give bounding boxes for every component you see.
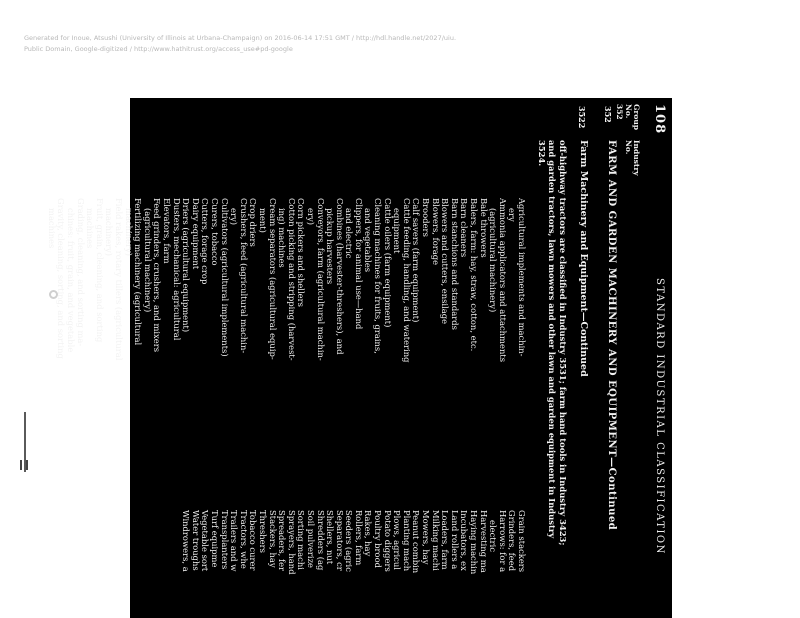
rotated-page-content: [46, 98, 672, 618]
index-entry: Rollers, farm: [353, 510, 364, 566]
index-entry: Barn stanchions and standards: [449, 198, 460, 330]
group-heading-line: 352: [615, 104, 625, 120]
index-entry: Seeders (agric: [344, 510, 355, 572]
index-entry: Field rakes, rotary tillers (agricultural: [114, 198, 125, 361]
index-entry: Milking machi: [430, 510, 441, 571]
index-entry: Peanut combin: [411, 510, 422, 574]
note-line: off-highway tractors are classified in Industry 3531; farm hand tools in Industry 3423;: [558, 140, 568, 546]
index-entry: Plows, agricul: [392, 510, 403, 570]
index-entry: Rakes, hay: [363, 510, 374, 557]
scanned-page: [46, 98, 672, 618]
index-entry: Haying machin: [469, 510, 480, 575]
index-entry: Stackers, hay: [267, 510, 278, 568]
index-entry: Cotton picking and stripping (harvest-: [286, 198, 297, 361]
index-entry: Cattle oilers (farm equipment): [382, 198, 393, 328]
index-entry: Cultivators (agricultural implements): [219, 198, 230, 357]
index-entry: Incubators, ex: [459, 510, 470, 571]
index-entry: Harrows: for a: [497, 510, 508, 573]
index-entry: Agricultural implements and machin-: [517, 198, 527, 357]
index-entry: (agricultural machinery): [488, 208, 499, 313]
note-line: 3524.: [537, 140, 547, 167]
index-entry: ery: [507, 208, 518, 222]
index-entry: Grading, cleaning, and sorting ma-: [75, 198, 86, 347]
index-entry: Blowers, forage: [430, 198, 441, 266]
page-title: STANDARD INDUSTRIAL CLASSIFICATION: [654, 278, 665, 555]
index-entry: Tractors, whe: [238, 510, 249, 569]
note-line: and garden tractors, lawn mowers and other lawn and garden equipment in Industry: [547, 140, 558, 539]
index-entry: Dairy equipment: [190, 198, 201, 270]
entries-left-column: [46, 198, 526, 362]
index-entry: and vegetables: [363, 208, 374, 273]
index-entry: machines: [46, 208, 57, 249]
index-entry: Vegetable sort: [200, 510, 211, 572]
index-entry: Elevators, farm: [162, 198, 173, 264]
index-entry: Mowers, hay: [421, 510, 432, 565]
index-entry: Brooders: [421, 198, 432, 237]
industry-heading-line: No.: [623, 140, 633, 155]
index-entry: Shellers, nut: [325, 510, 336, 565]
group-title: FARM AND GARDEN MACHINERY AND EQUIPMENT—Continued: [606, 140, 617, 531]
index-entry: Tobacco curer: [248, 510, 259, 571]
index-entry: Fertilizing machinery (agricultural: [133, 198, 144, 346]
index-entry: Transplanters: [219, 510, 230, 570]
index-entry: Blowers and cutters, ensilage: [440, 198, 451, 325]
index-entry: Harvesting ma: [478, 510, 489, 573]
hathitrust-generated-line: Generated for Inoue, Atsushi (University of Illinois at Urbana-Champaign) on 2016-06-14 17:51 GMT / http://hdl.handle.net/2027/uiu.: [24, 34, 457, 42]
index-entry: Combines (harvester-threshers), and: [334, 198, 345, 355]
index-entry: Separators, cr: [334, 510, 345, 571]
index-entry: machinery): [123, 208, 134, 257]
group-number: 352: [603, 106, 613, 123]
index-entry: Driers (agricultural equipment): [181, 198, 192, 333]
index-entry: Shredders (ag: [315, 510, 326, 571]
index-entry: Spreaders, fer: [277, 510, 288, 572]
index-entry: equipment: [392, 208, 403, 254]
index-entry: (agricultural machinery): [142, 208, 153, 313]
index-entry: Cutters, forage crop: [200, 198, 211, 285]
index-entry: Crushers, feed (agricultural machin-: [238, 198, 249, 354]
index-entry: Clippers, for animal use—hand: [353, 198, 364, 330]
index-entry: machines: [85, 208, 96, 249]
index-entry: Ammonia applicators and attachments: [497, 198, 508, 362]
margin-binding-mark-2: [20, 460, 28, 470]
index-entry: Sprayers, hand: [286, 510, 297, 575]
index-entry: Fruit, grain, cleaning, and sorting: [94, 198, 105, 343]
group-heading-line: Group: [632, 104, 641, 131]
page-number: 108: [652, 104, 667, 135]
index-entry: Soil pulverize: [305, 510, 316, 568]
index-entry: electric: [488, 520, 499, 553]
index-entry: Loaders, farm: [440, 510, 451, 570]
classification-note: [537, 140, 569, 610]
index-entry: Corn pickers and shellers: [296, 198, 307, 307]
industry-heading-line: Industry: [632, 140, 641, 176]
index-entry: Potato diggers: [382, 510, 393, 572]
index-entry: Balers, farm: hay, straw, cotton, etc.: [469, 198, 480, 352]
index-entry: Turf equipme: [210, 510, 220, 568]
index-entry: Calf savers (farm equipment): [411, 198, 422, 323]
entries-right-column: [181, 510, 526, 575]
index-entry: Water troughs: [190, 510, 201, 571]
index-entry: Feed grinders, crushers, and mixers: [152, 198, 163, 353]
index-entry: Poultry brood: [373, 510, 384, 568]
index-entry: ery): [229, 208, 240, 225]
industry-column-heading: [623, 140, 640, 176]
index-entry: ing) machines: [277, 208, 288, 268]
index-entry: Bale throwers: [478, 198, 489, 258]
index-entry: Crop driers: [248, 198, 259, 247]
index-entry: Threshers: [257, 510, 268, 553]
index-entry: Cleaning machines for fruits, grains,: [373, 198, 384, 354]
group-heading-line: No.: [623, 104, 633, 119]
group-column-heading: [615, 104, 640, 130]
index-entry: ery): [305, 208, 316, 225]
index-entry: Barn cleaners: [459, 198, 470, 258]
index-entry: Curers, tobacco: [210, 198, 220, 266]
index-entry: Windrowers, a: [181, 510, 192, 572]
index-entry: machinery): [104, 208, 115, 257]
index-entry: Grain stackers: [517, 510, 527, 573]
index-entry: Grinders, feed: [507, 510, 518, 572]
index-entry: chines: fruit, grain, and vegetable: [66, 208, 77, 353]
industry-title: Farm Machinery and Equipment—Continued: [578, 140, 589, 377]
index-entry: Sorting machi: [296, 510, 307, 570]
industry-number: 3522: [577, 106, 587, 129]
index-entry: Trailers and w: [229, 510, 240, 572]
index-entry: Conveyors, farm (agricultural machin-: [315, 198, 326, 361]
index-entry: Cream separators (agricultural equip-: [267, 198, 278, 360]
index-entry: Land rollers a: [449, 510, 460, 570]
index-entry: Planting mach: [401, 510, 412, 572]
index-entry: pickup harvesters: [325, 208, 336, 285]
hathitrust-rights-line: Public Domain, Google-digitized / http://www.hathitrust.org/access_use#pd-google: [24, 45, 293, 53]
index-entry: Gravity, cleaning, sorting, and sorting: [56, 198, 67, 359]
index-entry: and electric: [344, 208, 355, 259]
index-entry: Dusters, mechanical: agricultural: [171, 198, 182, 341]
index-entry: Cattle feeding, handling, and watering: [401, 198, 412, 363]
index-entry: ment): [257, 208, 268, 233]
